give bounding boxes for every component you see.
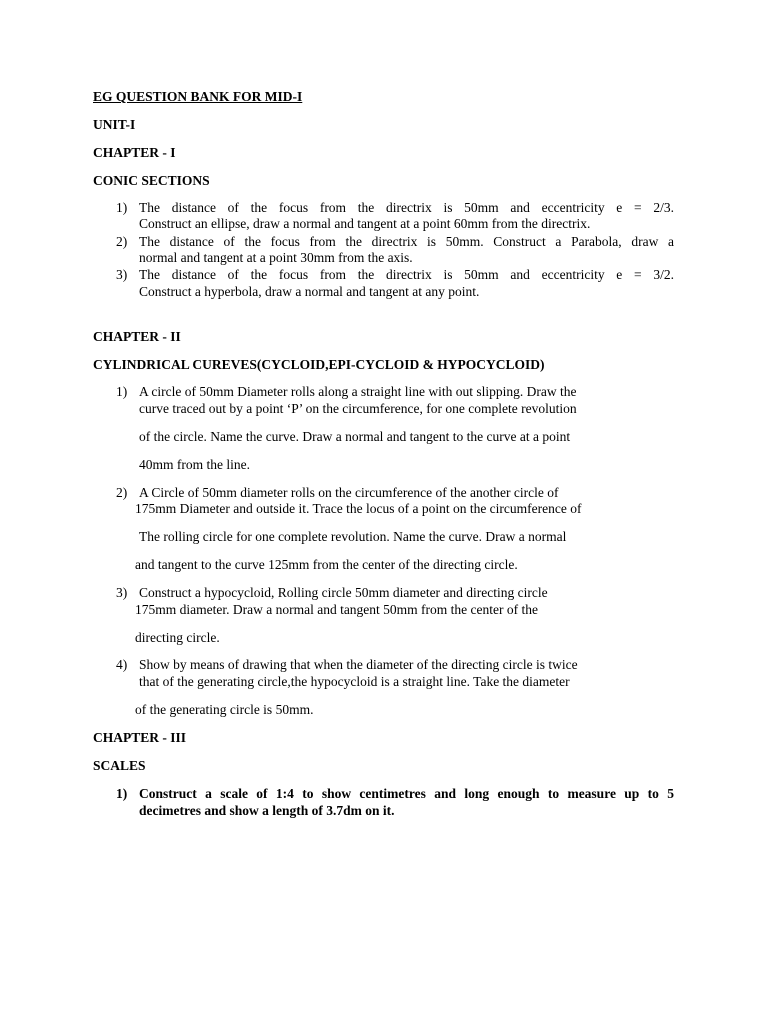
c2-item-3-number: 3) [116, 585, 128, 600]
c2-item-1-line-3: of the circle. Name the curve. Draw a normal and tangent to the curve at a point [139, 429, 571, 444]
c2-item-4-line-2: that of the generating circle,the hypocycloid is a straight line. Take the diameter [139, 674, 570, 689]
c2-item-2-line-4: and tangent to the curve 125mm from the center of the directing circle. [135, 557, 518, 572]
c2-item-2-number: 2) [116, 485, 128, 500]
c1-item-2-line-2: normal and tangent at a point 30mm from the axis. [139, 250, 413, 265]
unit-heading: UNIT-I [93, 117, 136, 132]
c2-item-1-line-4: 40mm from the line. [139, 457, 250, 472]
c1-item-1-number: 1) [116, 200, 128, 215]
c1-item-1-line-2: Construct an ellipse, draw a normal and tangent at a point 60mm from the directrix. [139, 216, 591, 231]
chapter-2-topic: CYLINDRICAL CUREVES(CYCLOID,EPI-CYCLOID & HYPOCYCLOID) [93, 357, 545, 372]
c2-item-1-line-2: curve traced out by a point ‘P’ on the circumference, for one complete revolution [139, 401, 577, 416]
c2-item-4-number: 4) [116, 657, 128, 672]
c1-item-3-line-1: The distance of the focus from the directrix is 50mm and eccentricity e = 3/2. [139, 267, 674, 282]
c2-item-3-line-2: 175mm diameter. Draw a normal and tangent 50mm from the center of the [135, 602, 538, 617]
c1-item-2-number: 2) [116, 234, 128, 249]
chapter-2-heading: CHAPTER - II [93, 329, 181, 344]
c3-item-1-number: 1) [116, 786, 128, 801]
c2-item-2-line-2: 175mm Diameter and outside it. Trace the locus of a point on the circumference of [135, 501, 582, 516]
document-title: EG QUESTION BANK FOR MID-I [93, 89, 303, 104]
chapter-3-heading: CHAPTER - III [93, 730, 187, 745]
c2-item-3-line-1: Construct a hypocycloid, Rolling circle 50mm diameter and directing circle [139, 585, 548, 600]
c2-item-4-line-3: of the generating circle is 50mm. [135, 702, 314, 717]
c1-item-1-line-1: The distance of the focus from the directrix is 50mm and eccentricity e = 2/3. [139, 200, 674, 215]
c2-item-2-line-3: The rolling circle for one complete revolution. Name the curve. Draw a normal [139, 529, 567, 544]
chapter-3-topic: SCALES [93, 758, 146, 773]
chapter-1-heading: CHAPTER - I [93, 145, 176, 160]
chapter-1-topic: CONIC SECTIONS [93, 173, 210, 188]
c3-item-1-line-1: Construct a scale of 1:4 to show centimetres and long enough to measure up to 5 [139, 786, 674, 801]
c2-item-1-number: 1) [116, 384, 128, 399]
c2-item-1-line-1: A circle of 50mm Diameter rolls along a straight line with out slipping. Draw the [139, 384, 577, 399]
c2-item-4-line-1: Show by means of drawing that when the diameter of the directing circle is twice [139, 657, 578, 672]
c1-item-3-number: 3) [116, 267, 128, 282]
c1-item-2-line-1: The distance of the focus from the directrix is 50mm. Construct a Parabola, draw a [139, 234, 674, 249]
c2-item-3-line-3: directing circle. [135, 630, 220, 645]
c2-item-2-line-1: A Circle of 50mm diameter rolls on the circumference of the another circle of [139, 485, 559, 500]
c3-item-1-line-2: decimetres and show a length of 3.7dm on it. [139, 803, 395, 818]
c1-item-3-line-2: Construct a hyperbola, draw a normal and tangent at any point. [139, 284, 480, 299]
